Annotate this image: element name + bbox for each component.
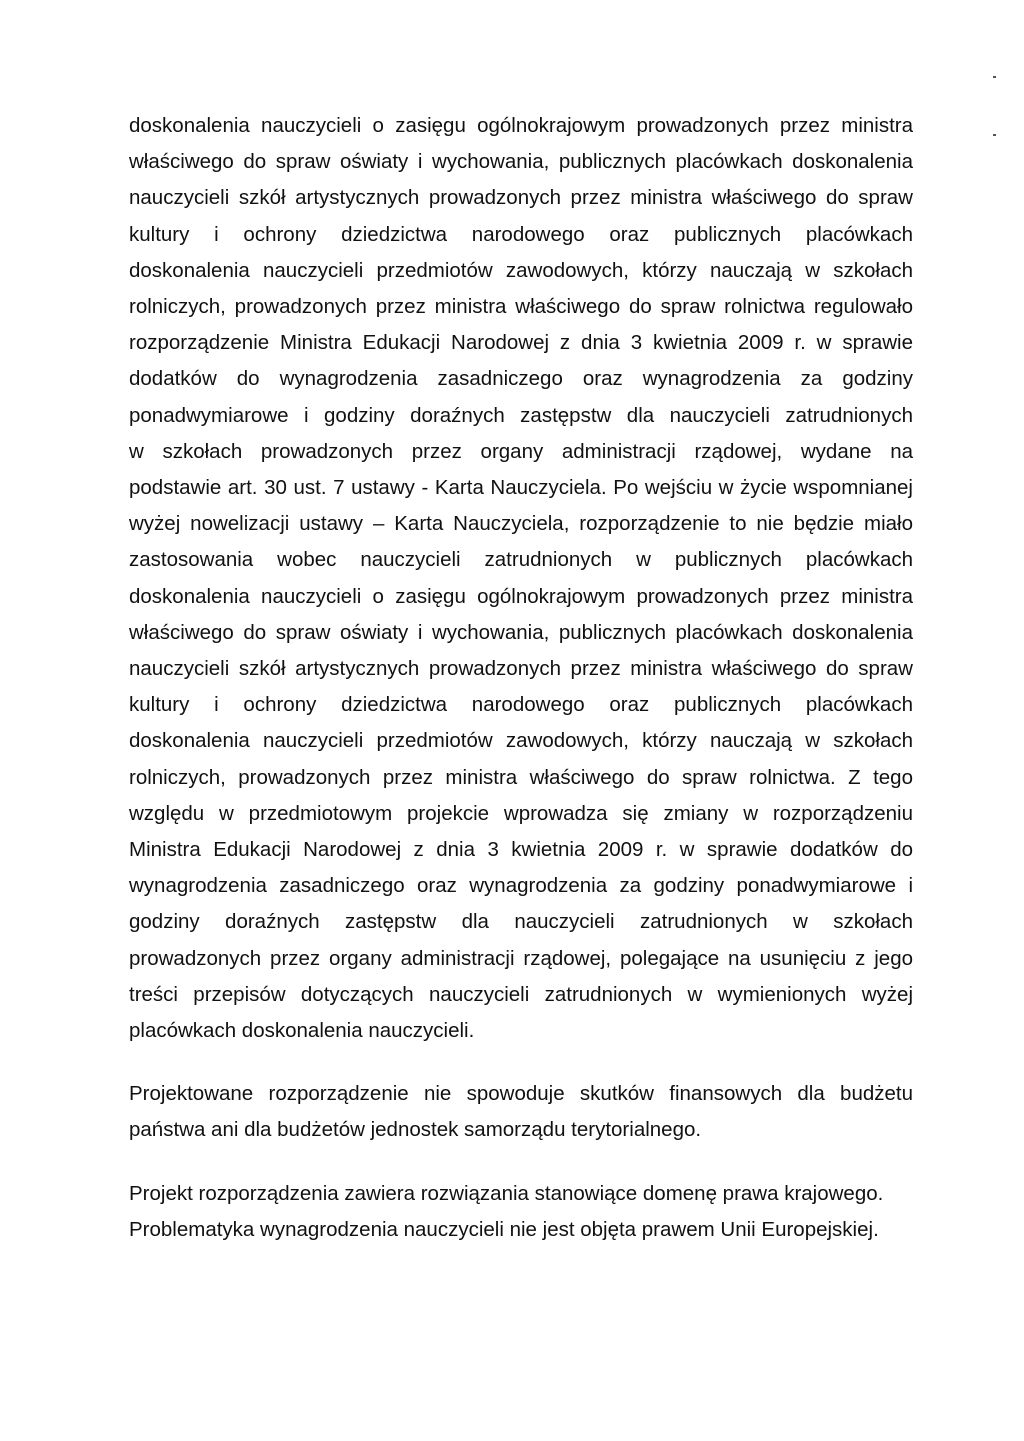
text-line: placówkach doskonalenia nauczycieli. <box>129 1019 475 1043</box>
text-line: kultury i ochrony dziedzictwa narodowego oraz publicznych placówkach <box>129 222 913 246</box>
text-line: w szkołach prowadzonych przez organy administracji rządowej, wydane na <box>129 439 913 463</box>
text-line: doskonalenia nauczycieli przedmiotów zawodowych, którzy nauczają w szkołach <box>129 729 913 753</box>
text-line: nauczycieli szkół artystycznych prowadzonych przez ministra właściwego do spraw <box>129 186 913 210</box>
scan-speck <box>993 134 996 136</box>
text-line: wyżej nowelizacji ustawy – Karta Nauczyciela, rozporządzenie to nie będzie miało <box>129 512 913 536</box>
text-line: podstawie art. 30 ust. 7 ustawy - Karta Nauczyciela. Po wejściu w życie wspomnianej <box>129 476 913 500</box>
text-line: właściwego do spraw oświaty i wychowania, publicznych placówkach doskonalenia <box>129 150 913 174</box>
text-line: ponadwymiarowe i godziny doraźnych zastępstw dla nauczycieli zatrudnionych <box>129 403 913 427</box>
paragraph-financial-effects <box>129 1076 913 1148</box>
paragraph-eu-law <box>129 1176 913 1248</box>
text-line: Ministra Edukacji Narodowej z dnia 3 kwietnia 2009 r. w sprawie dodatków do <box>129 838 913 862</box>
text-line: godziny doraźnych zastępstw dla nauczycieli zatrudnionych w szkołach <box>129 910 913 934</box>
text-line: Projekt rozporządzenia zawiera rozwiązania stanowiące domenę prawa krajowego. <box>129 1181 884 1205</box>
text-line: rolniczych, prowadzonych przez ministra właściwego do spraw rolnictwa regulowało <box>129 295 913 319</box>
text-line: rozporządzenie Ministra Edukacji Narodowej z dnia 3 kwietnia 2009 r. w sprawie <box>129 331 913 355</box>
text-line: właściwego do spraw oświaty i wychowania, publicznych placówkach doskonalenia <box>129 620 913 644</box>
document-page <box>129 108 913 1248</box>
text-line: dodatków do wynagrodzenia zasadniczego oraz wynagrodzenia za godziny <box>129 367 913 391</box>
text-line: doskonalenia nauczycieli o zasięgu ogólnokrajowym prowadzonych przez ministra <box>129 584 913 608</box>
text-line: kultury i ochrony dziedzictwa narodowego oraz publicznych placówkach <box>129 693 913 717</box>
text-line: Problematyka wynagrodzenia nauczycieli nie jest objęta prawem Unii Europejskiej. <box>129 1217 879 1241</box>
text-line: doskonalenia nauczycieli o zasięgu ogólnokrajowym prowadzonych przez ministra <box>129 114 913 137</box>
text-line: treści przepisów dotyczących nauczycieli zatrudnionych w wymienionych wyżej <box>129 982 913 1006</box>
paragraph-main <box>129 108 913 1049</box>
text-line: wynagrodzenia zasadniczego oraz wynagrodzenia za godziny ponadwymiarowe i <box>129 874 913 898</box>
text-line: nauczycieli szkół artystycznych prowadzonych przez ministra właściwego do spraw <box>129 657 913 681</box>
text-line: względu w przedmiotowym projekcie wprowadza się zmiany w rozporządzeniu <box>129 801 913 825</box>
text-line: prowadzonych przez organy administracji rządowej, polegające na usunięciu z jego <box>129 946 913 970</box>
scan-speck <box>993 76 996 78</box>
text-line: rolniczych, prowadzonych przez ministra właściwego do spraw rolnictwa. Z tego <box>129 765 913 789</box>
text-line: zastosowania wobec nauczycieli zatrudnionych w publicznych placówkach <box>129 548 913 572</box>
text-line: państwa ani dla budżetów jednostek samorządu terytorialnego. <box>129 1118 702 1142</box>
text-line: Projektowane rozporządzenie nie spowoduje skutków finansowych dla budżetu <box>129 1082 913 1106</box>
text-line: doskonalenia nauczycieli przedmiotów zawodowych, którzy nauczają w szkołach <box>129 258 913 282</box>
